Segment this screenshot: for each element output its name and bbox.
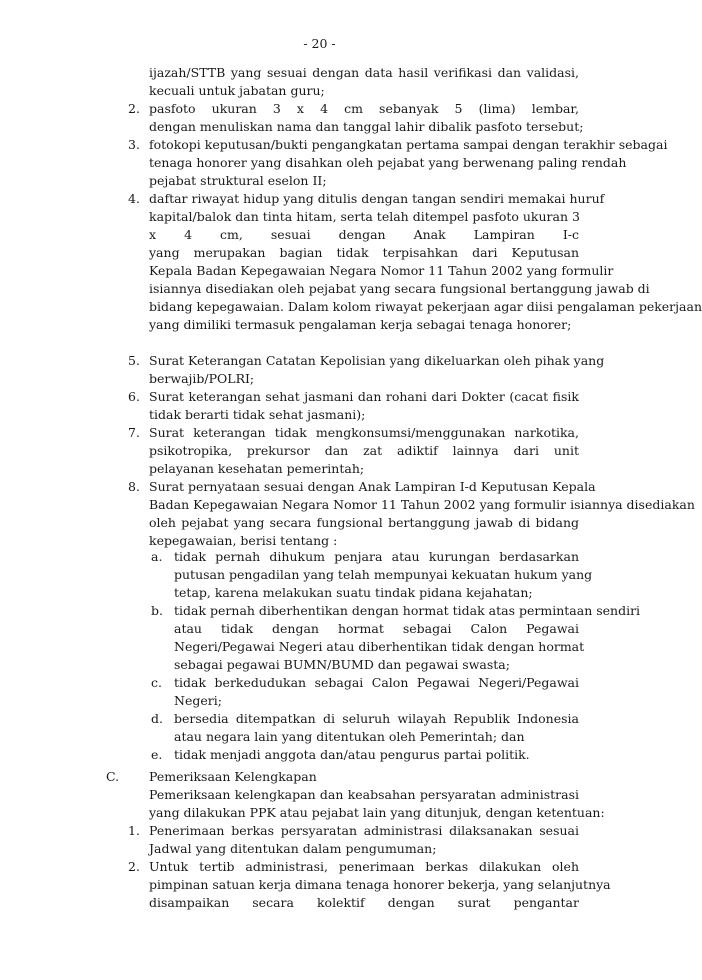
list-item-3-text: fotokopi keputusan/bukti pengangkatan pertama sampai dengan terakhir sebagai tenaga honorer yang disahkan oleh pejabat yang berwenang paling rendah pejabat struktural eselon II; [149, 137, 668, 188]
sub-item-a-number: a. [151, 549, 163, 564]
list-item-6-text: Surat keterangan sehat jasmani dan rohani dari Dokter (cacat fisik tidak berarti tidak sehat jasmani); [149, 389, 579, 422]
list-item-2-text: pasfoto ukuran 3 x 4 cm sebanyak 5 (lima) lembar, dengan menuliskan nama dan tanggal lahir dibalik pasfoto tersebut; [149, 101, 584, 134]
list-item-2-number: 2. [128, 101, 140, 116]
section-c-title: Pemeriksaan Kelengkapan [149, 769, 317, 784]
sub-item-d-text: bersedia ditempatkan di seluruh wilayah Republik Indonesia atau negara lain yang ditentukan oleh Pemerintah; dan [174, 711, 579, 744]
page-number: - 20 - [303, 36, 336, 51]
sub-item-a-text: tidak pernah dihukum penjara atau kurungan berdasarkan putusan pengadilan yang telah mempunyai kekuatan hukum yang tetap, karena melakukan suatu tindak pidana kejahatan; [174, 549, 593, 600]
section-c-item-1-text: Penerimaan berkas persyaratan administrasi dilaksanakan sesuai Jadwal yang ditentukan dalam pengumuman; [149, 823, 579, 856]
list-item-8-text: Surat pernyataan sesuai dengan Anak Lampiran I-d Keputusan Kepala Badan Kepegawaian Negara Nomor 11 Tahun 2002 yang formulir isiannya disediakan oleh pejabat yang secara fungsional bertanggung jawab di bidang kepegawaian, berisi tentang : [149, 479, 695, 548]
sub-item-b-number: b. [151, 603, 163, 618]
continuation-text: ijazah/STTB yang sesuai dengan data hasil verifikasi dan validasi, kecuali untuk jabatan guru; [149, 65, 579, 98]
list-item-3-number: 3. [128, 137, 140, 152]
list-item-5-text: Surat Keterangan Catatan Kepolisian yang dikeluarkan oleh pihak yang berwajib/POLRI; [149, 353, 605, 386]
list-item-8-number: 8. [128, 479, 140, 494]
sub-item-b-text: tidak pernah diberhentikan dengan hormat tidak atas permintaan sendiri atau tidak dengan hormat sebagai Calon Pegawai Negeri/Pegawai Negeri atau diberhentikan tidak dengan hormat sebagai pegawai BUMN/BUMD dan pegawai swasta; [174, 603, 641, 672]
list-item-7-number: 7. [128, 425, 140, 440]
sub-item-e-text: tidak menjadi anggota dan/atau pengurus partai politik. [174, 747, 530, 762]
sub-item-c-number: c. [151, 675, 162, 690]
list-item-6-number: 6. [128, 389, 140, 404]
list-item-5-number: 5. [128, 353, 140, 368]
list-item-4-text: daftar riwayat hidup yang ditulis dengan tangan sendiri memakai huruf kapital/balok dan tinta hitam, serta telah ditempel pasfoto ukuran 3 x 4 cm, sesuai dengan Anak Lampiran I-c yang merupakan bagian tidak terpisahkan dari Keputusan Kepala Badan Kepegawaian Negara Nomor 11 Tahun 2002 yang formulir isiannya disediakan oleh pejabat yang secara fungsional bertanggung jawab di bidang kepegawaian. Dalam kolom riwayat pekerjaan agar diisi pengalaman pekerjaan yang dimiliki termasuk pengalaman kerja sebagai tenaga honorer; [149, 191, 702, 332]
section-c-item-2-number: 2. [128, 859, 140, 874]
list-item-4-number: 4. [128, 191, 140, 206]
section-c-label: C. [106, 769, 120, 784]
section-c-item-2-text: Untuk tertib administrasi, penerimaan berkas dilakukan oleh pimpinan satuan kerja dimana tenaga honorer bekerja, yang selanjutnya disampaikan secara kolektif dengan surat pengantar [149, 859, 611, 910]
section-c-item-1-number: 1. [128, 823, 140, 838]
sub-item-d-number: d. [151, 711, 163, 726]
sub-item-c-text: tidak berkedudukan sebagai Calon Pegawai Negeri/Pegawai Negeri; [174, 675, 579, 708]
section-c-intro-text: Pemeriksaan kelengkapan dan keabsahan persyaratan administrasi yang dilakukan PPK atau pejabat lain yang ditunjuk, dengan ketentuan: [149, 787, 605, 820]
list-item-7-text: Surat keterangan tidak mengkonsumsi/menggunakan narkotika, psikotropika, prekursor dan zat adiktif lainnya dari unit pelayanan kesehatan pemerintah; [149, 425, 579, 476]
sub-item-e-number: e. [151, 747, 163, 762]
